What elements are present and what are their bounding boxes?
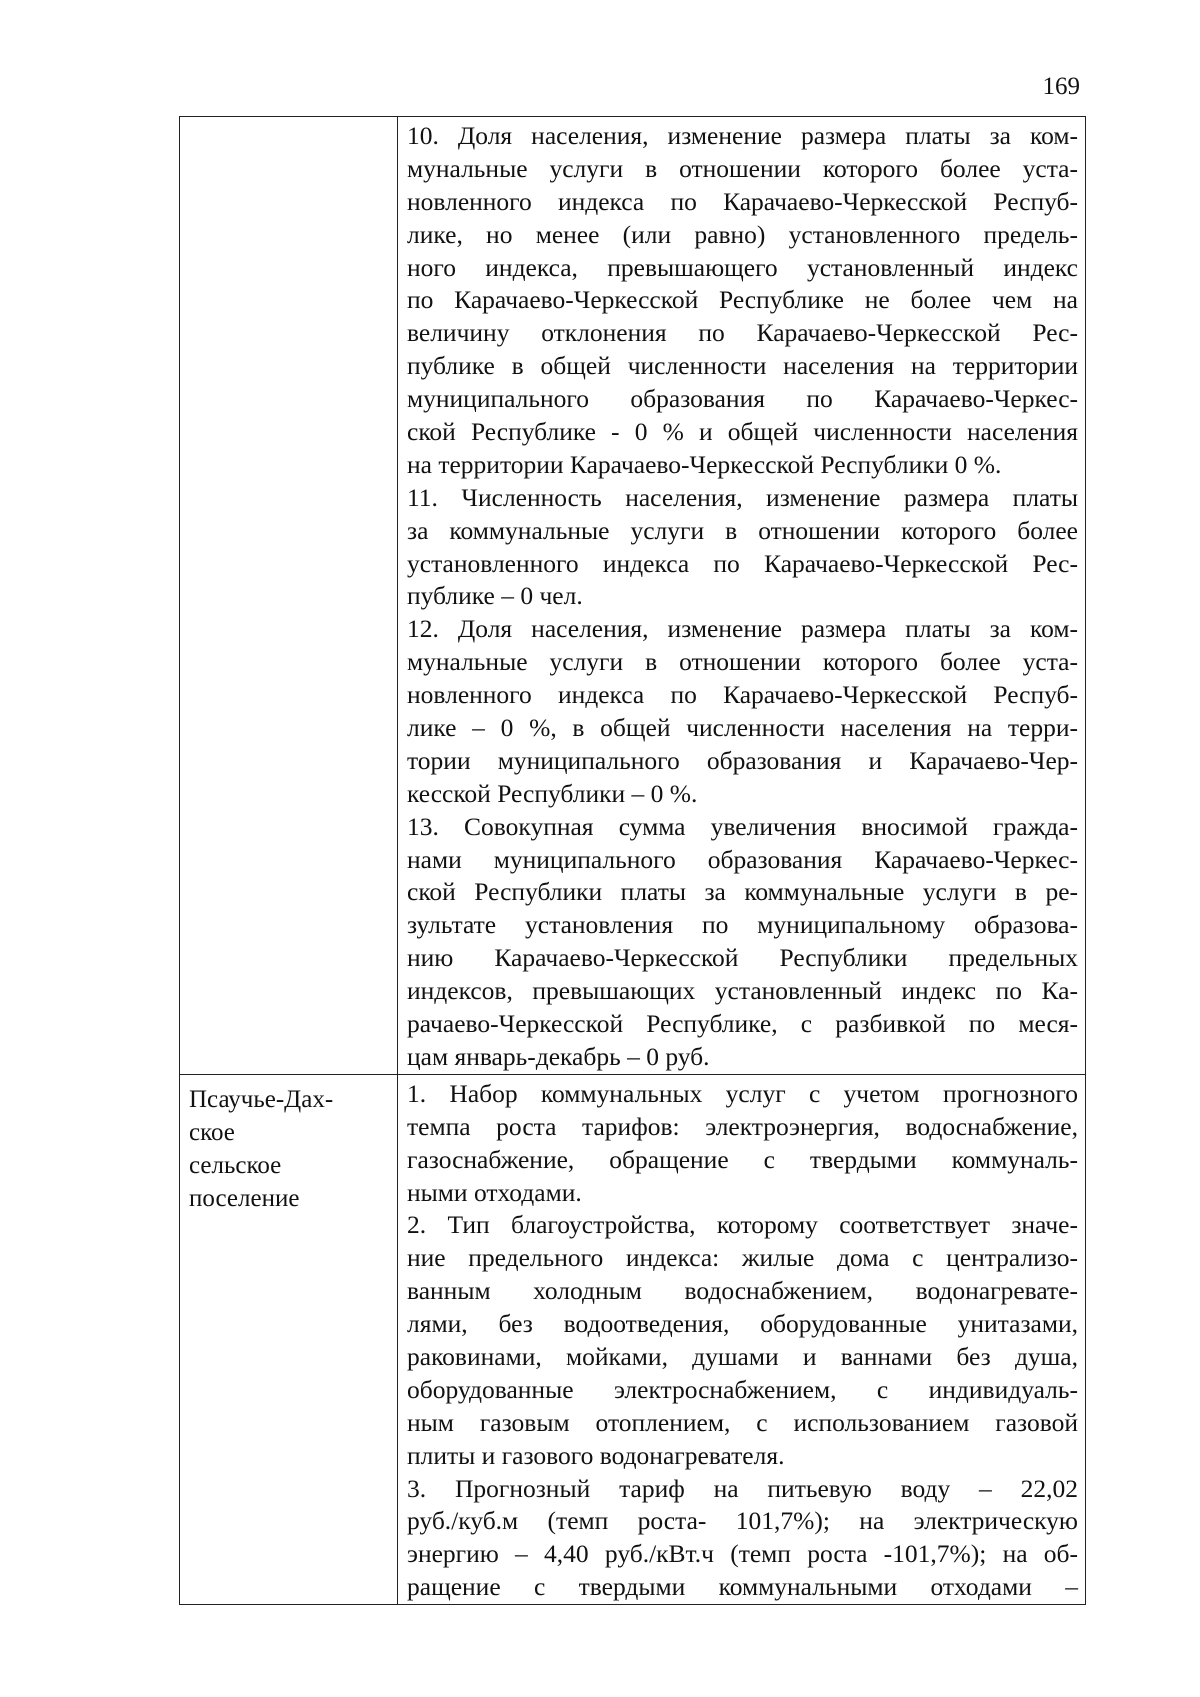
settlement-name-cell xyxy=(180,1074,398,1604)
text-line: 2. Тип благоустройства, которому соответствует значе- xyxy=(407,1210,1078,1240)
indicator-paragraph xyxy=(407,1209,1078,1472)
indicator-paragraph xyxy=(407,613,1078,810)
text-line: руб./куб.м (темп роста- 101,7%); на электрическую xyxy=(407,1506,1078,1536)
indicator-paragraph xyxy=(407,482,1078,614)
text-line: раковинами, мойками, душами и ваннами без душа, xyxy=(407,1341,1078,1371)
text-line: газоснабжение, обращение с твердыми коммуналь- xyxy=(407,1144,1078,1174)
text-line: 13. Совокупная сумма увеличения вносимой гражда- xyxy=(407,811,1078,841)
text-line: ние предельного индекса: жилые дома с централизо- xyxy=(407,1243,1078,1273)
text-line: оборудованные электроснабжением, с индивидуаль- xyxy=(407,1374,1078,1404)
text-line: мунальные услуги в отношении которого более уста- xyxy=(407,647,1078,677)
text-line: ращение с твердыми коммунальными отходами – xyxy=(407,1572,1078,1602)
text-line: 3. Прогнозный тариф на питьевую воду – 22,02 xyxy=(407,1473,1078,1503)
indicator-paragraph xyxy=(407,1078,1078,1210)
page-number: 169 xyxy=(1042,73,1080,100)
text-line: плиты и газового водонагревателя. xyxy=(407,1440,785,1470)
indicators-cell xyxy=(398,117,1086,1075)
text-line: величину отклонения по Карачаево-Черкесской Рес- xyxy=(407,318,1078,348)
text-line: лике, но менее (или равно) установленного предель- xyxy=(407,219,1078,249)
settlement-name-line: ское xyxy=(189,1118,235,1146)
text-line: энергию – 4,40 руб./кВт.ч (темп роста -101,7%); на об- xyxy=(407,1539,1078,1569)
text-line: темпа роста тарифов: электроэнергия, водоснабжение, xyxy=(407,1111,1078,1141)
text-line: установленного индекса по Карачаево-Черкесской Рес- xyxy=(407,548,1078,578)
text-line: ным газовым отоплением, с использованием газовой xyxy=(407,1407,1078,1437)
text-line: зультате установления по муниципальному образова- xyxy=(407,910,1078,940)
text-line: 12. Доля населения, изменение размера платы за ком- xyxy=(407,614,1078,644)
municipal-data-table xyxy=(179,116,1086,1605)
text-line: публике в общей численности населения на территории xyxy=(407,351,1078,381)
text-line: новленного индекса по Карачаево-Черкесской Респуб- xyxy=(407,680,1078,710)
text-line: нию Карачаево-Черкесской Республики предельных xyxy=(407,943,1078,973)
text-line: муниципального образования по Карачаево-Черкес- xyxy=(407,384,1078,414)
indicator-paragraph xyxy=(407,811,1078,1074)
text-line: ванным холодным водоснабжением, водонагревате- xyxy=(407,1276,1078,1306)
indicator-paragraph xyxy=(407,120,1078,482)
text-line: публике – 0 чел. xyxy=(407,581,583,611)
indicators-cell xyxy=(398,1074,1086,1604)
text-line: новленного индекса по Карачаево-Черкесской Респуб- xyxy=(407,186,1078,216)
text-line: ской Республике - 0 % и общей численности населения xyxy=(407,417,1078,447)
text-line: на территории Карачаево-Черкесской Республики 0 %. xyxy=(407,449,1002,479)
text-line: индексов, превышающих установленный индекс по Ка- xyxy=(407,976,1078,1006)
text-line: цам январь-декабрь – 0 руб. xyxy=(407,1041,710,1071)
table-row xyxy=(180,1074,1086,1604)
settlement-name-cell xyxy=(180,117,398,1075)
text-line: лике – 0 %, в общей численности населения на терри- xyxy=(407,713,1078,743)
text-line: мунальные услуги в отношении которого более уста- xyxy=(407,153,1078,183)
text-line: 10. Доля населения, изменение размера платы за ком- xyxy=(407,121,1078,150)
text-line: ской Республики платы за коммунальные услуги в ре- xyxy=(407,877,1078,907)
table-row xyxy=(180,117,1086,1075)
text-line: рачаево-Черкесской Республике, с разбивкой по меся- xyxy=(407,1009,1078,1039)
text-line: тории муниципального образования и Карачаево-Чер- xyxy=(407,745,1078,775)
settlement-name-line: Псаучье-Дах- xyxy=(189,1085,334,1113)
text-line: 11. Численность населения, изменение размера платы xyxy=(407,482,1078,512)
text-line: за коммунальные услуги в отношении которого более xyxy=(407,515,1078,545)
text-line: кесской Республики – 0 %. xyxy=(407,778,698,808)
text-line: лями, без водоотведения, оборудованные унитазами, xyxy=(407,1309,1078,1339)
text-line: нами муниципального образования Карачаево-Черкес- xyxy=(407,844,1078,874)
settlement-name-line: сельское xyxy=(189,1151,282,1179)
settlement-name-line: поселение xyxy=(189,1184,300,1212)
text-line: 1. Набор коммунальных услуг с учетом прогнозного xyxy=(407,1078,1078,1108)
indicator-paragraph xyxy=(407,1473,1078,1605)
text-line: ными отходами. xyxy=(407,1177,582,1207)
text-line: ного индекса, превышающего установленный индекс xyxy=(407,252,1078,282)
text-line: по Карачаево-Черкесской Республике не более чем на xyxy=(407,285,1078,315)
